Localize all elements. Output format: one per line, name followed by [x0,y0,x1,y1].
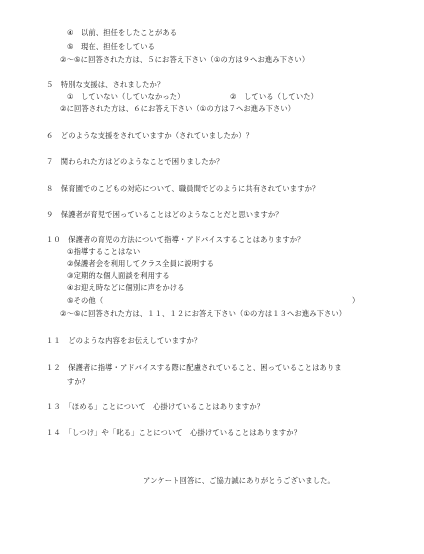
question-14: １４ 「しつけ」や「叱る」ことについて 心掛けていることはありますか？ [46,428,302,437]
question-7: ７ 関わられた方はどのようなことで困りましたか？ [46,157,224,166]
question-5: ５ 特別な支援は、されましたか？ [46,80,165,89]
question-8: ８ 保育園でのこどもの対応について、職員間でどのように共有されていますか？ [46,184,320,193]
q10-option-1: ①指導することはない [67,247,141,256]
question-11: １１ どのような内容をお伝えしていますか？ [46,336,202,345]
option-5-currently-in-charge: ⑤ 現在、担任をしている [67,42,156,51]
question-12-continued: すか？ [67,377,90,386]
q10-other-close-paren: ） [352,296,360,305]
q10-option-2: ②保護者会を利用してクラス全員に説明する [67,259,214,268]
option-4-previously-in-charge: ④ 以前、担任をしたことがある [67,28,178,37]
instruction-to-q11-q12: ②〜⑤に回答された方は、１１、１２にお答え下さい（①の方は１３へお進み下さい） [60,309,347,318]
q10-option-5-other: ⑤その他（ [67,296,104,305]
closing-thanks: アンケート回答に、ご協力誠にありがとうございました。 [143,476,335,485]
instruction-to-q6: ②に回答された方は、６にお答え下さい（①の方は７へお進み下さい） [60,104,296,113]
question-6: ６ どのような支援をされていますか（されていましたか）？ [46,131,254,140]
q5-option-1: ① していない（していなかった） [67,92,185,101]
q10-option-4: ④お迎え時などに個別に声をかける [67,283,185,292]
instruction-to-q5: ②〜⑤に回答された方は、５にお答え下さい（①の方は９へお進み下さい） [60,55,310,64]
question-10: １０ 保護者の育児の方法について指導・アドバイスすることはありますか？ [46,235,305,244]
question-12: １２ 保護者に指導・アドバイスする際に配慮されていること、困っていることはありま [46,363,342,372]
q10-option-3: ③定期的な個人面談を利用する [67,271,170,280]
question-13: １３ 「ほめる」ことについて 心掛けていることはありますか？ [46,402,265,411]
question-9: ９ 保護者が育児で困っていることはどのようなことだと思いますか？ [46,210,283,219]
q5-option-2: ② している（していた） [230,92,319,101]
